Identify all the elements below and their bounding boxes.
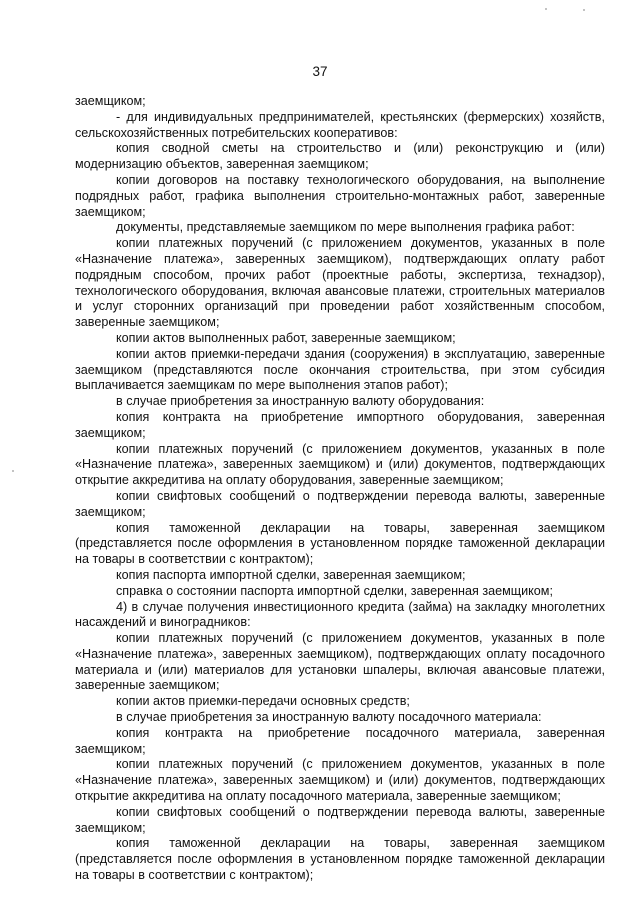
paragraph: копии договоров на поставку технологического оборудования, на выполнение подрядных работ, графика выполнения строительно-монтажных работ, заверенные заемщиком; [75,172,605,219]
scan-speck [12,470,14,472]
paragraph: копии свифтовых сообщений о подтверждении перевода валюты, заверенные заемщиком; [75,804,605,835]
paragraph: копия сводной сметы на строительство и (или) реконструкцию и (или) модернизацию объектов, заверенная заемщиком; [75,141,605,172]
paragraph: копии актов приемки-передачи основных средств; [116,694,410,709]
paragraph: в случае приобретения за иностранную валюту оборудования: [116,394,485,409]
paragraph: копии платежных поручений (с приложением документов, указанных в поле «Назначение платежа», заверенных заемщиком) и (или) документов, подтверждающих открытие аккредитива на оплату посадочного материала, заверенные заемщиком; [75,757,605,804]
paragraph: копии платежных поручений (с приложением документов, указанных в поле «Назначение платежа», заверенных заемщиком), подтверждающих оплату посадочного материала и (или) материалов для установки шпалеры, включая авансовые платежи, заверенные заемщиком; [75,631,605,693]
paragraph: копия контракта на приобретение импортного оборудования, заверенная заемщиком; [75,409,605,440]
paragraph: копии платежных поручений (с приложением документов, указанных в поле «Назначение платежа», заверенных заемщиком) и (или) документов, подтверждающих открытие аккредитива на оплату оборудования, заверенные заемщиком; [75,441,605,488]
paragraph: - для индивидуальных предпринимателей, крестьянских (фермерских) хозяйств, сельскохозяйственных потребительских кооперативов: [75,109,605,140]
scan-speck [583,9,585,11]
paragraph: копия таможенной декларации на товары, заверенная заемщиком (представляется после оформления в установленном порядке таможенной декларации на товары в соответствии с контрактом); [75,520,605,567]
paragraph: справка о состоянии паспорта импортной сделки, заверенная заемщиком; [116,583,553,598]
document-body [75,94,605,884]
paragraph: копии свифтовых сообщений о подтверждении перевода валюты, заверенные заемщиком; [75,488,605,519]
paragraph: заемщиком; [75,94,146,108]
paragraph: копия контракта на приобретение посадочного материала, заверенная заемщиком; [75,725,605,756]
page-number: 37 [312,64,328,79]
scan-speck [545,8,547,10]
paragraph: в случае приобретения за иностранную валюту посадочного материала: [116,710,542,725]
paragraph: документы, представляемые заемщиком по мере выполнения графика работ: [116,220,575,235]
paragraph: копия таможенной декларации на товары, заверенная заемщиком (представляется после оформления в установленном порядке таможенной декларации на товары в соответствии с контрактом); [75,836,605,883]
paragraph: копии платежных поручений (с приложением документов, указанных в поле «Назначение платежа», заверенных заемщиком), подтверждающих оплату работ подрядным способом, прочих работ (проектные работы, экспертиза, технадзор), технологического оборудования, включая авансовые платежи, строительных материалов и услуг сторонних организаций при проведении работ хозяйственным способом, заверенные заемщиком; [75,236,605,330]
paragraph: копия паспорта импортной сделки, заверенная заемщиком; [116,567,466,582]
paragraph: копии актов приемки-передачи здания (сооружения) в эксплуатацию, заверенные заемщиком (представляются после окончания строительства, при этом субсидия выплачивается заемщикам по мере выполнения этапов работ); [75,346,605,393]
paragraph: 4) в случае получения инвестиционного кредита (займа) на закладку многолетних насаждений и виноградников: [75,599,605,630]
paragraph: копии актов выполненных работ, заверенные заемщиком; [116,330,456,345]
